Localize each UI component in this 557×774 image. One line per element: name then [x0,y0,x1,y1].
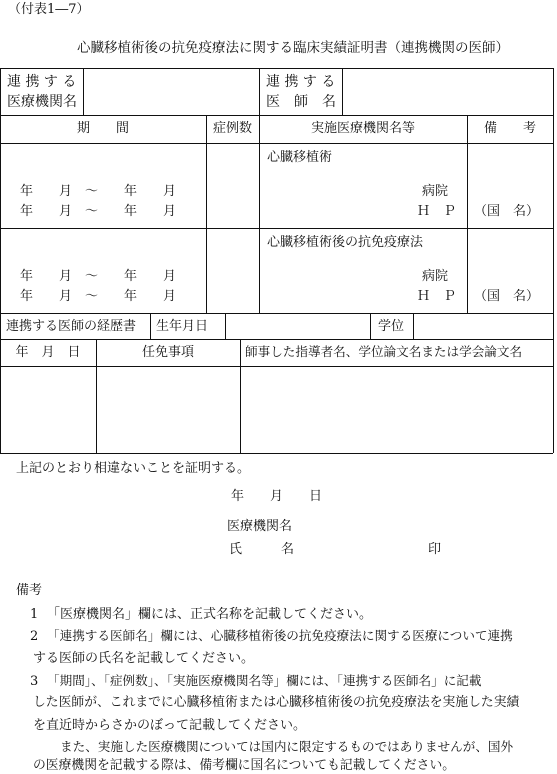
note-3-line-3: を直近時からさかのぼって記載してください。 [33,718,307,733]
note-3-line-5: の医療機関を記載する際は、備考欄に国名についても記載してください。 [33,758,456,773]
block1-hospital: 病院 [422,184,449,199]
certification-date: 年 月 日 [231,489,323,504]
note-1-number: 1 [30,607,39,622]
certification-statement: 上記のとおり相違ないことを証明する。 [16,461,251,476]
note-3-line-4: また、実施した医療機関については国内に限定するものではありませんが、国外 [60,739,514,754]
block1-period-line-1: 年 月 ～ 年 月 [20,184,177,199]
cooperating-doctor-label: 連 携 す る [266,74,336,90]
note-2-number: 2 [30,629,39,644]
institution-name-label: 医療機関名 [227,519,293,534]
note-3-number: 3 [30,674,39,689]
note-2-line-2: する医師の氏名を記載してください。 [33,651,255,666]
note-3-line-2: した医師が、これまでに心臓移植術または心臓移植術後の抗免疫療法を実施した実績 [33,695,520,710]
note-1-line-1: 「医療機関名」欄には、正式名称を記載してください。 [47,607,373,622]
history-mentor-header: 師事した指導者名、学位論文名または学会論文名 [245,344,523,359]
note-2-line-1: 「連携する医師名」欄には、心臓移植術後の抗免疫療法に関する医療について連携 [47,628,513,643]
block2-period-line-2: 年 月 ～ 年 月 [20,289,177,304]
cooperating-doctor-label-2: 医 師 名 [266,94,336,110]
degree-label: 学位 [378,319,405,334]
period-header: 期 間 [76,121,129,136]
history-date-header: 年 月 日 [15,345,81,360]
facility-header: 実施医療機関名等 [310,121,415,136]
block2-country: （国 名） [474,289,540,304]
block1-hp: Ｈ Ｐ [417,204,457,219]
block1-title: 心臓移植術 [267,150,333,165]
page-title: 心臓移植術後の抗免疫療法に関する臨床実績証明書（連携機関の医師） [77,40,509,56]
block2-period-line-1: 年 月 ～ 年 月 [20,269,177,284]
cases-header: 症例数 [212,121,252,136]
cooperating-institution-label-2: 医療機関名 [7,94,77,110]
form-id: （付表1―7） [8,2,90,17]
block2-title: 心臓移植術後の抗免疫療法 [267,235,424,250]
career-label: 連携する医師の経歴書 [6,319,137,334]
dob-label: 生年月日 [156,319,209,334]
cooperating-institution-label: 連 携 す る [7,74,77,90]
block2-hospital: 病院 [422,269,449,284]
seal-mark: 印 [428,542,442,557]
remarks-header: 備 考 [483,121,536,136]
block1-period-line-2: 年 月 ～ 年 月 [20,204,177,219]
signer-name-label: 氏 名 [229,542,295,557]
notes-heading: 備考 [16,583,43,598]
block2-hp: Ｈ Ｐ [417,289,457,304]
history-appointment-header: 任免事項 [141,345,194,360]
block1-country: （国 名） [474,204,540,219]
note-3-line-1: 「期間」、「症例数」、「実施医療機関名等」欄には、「連携する医師名」に記載 [47,673,482,688]
